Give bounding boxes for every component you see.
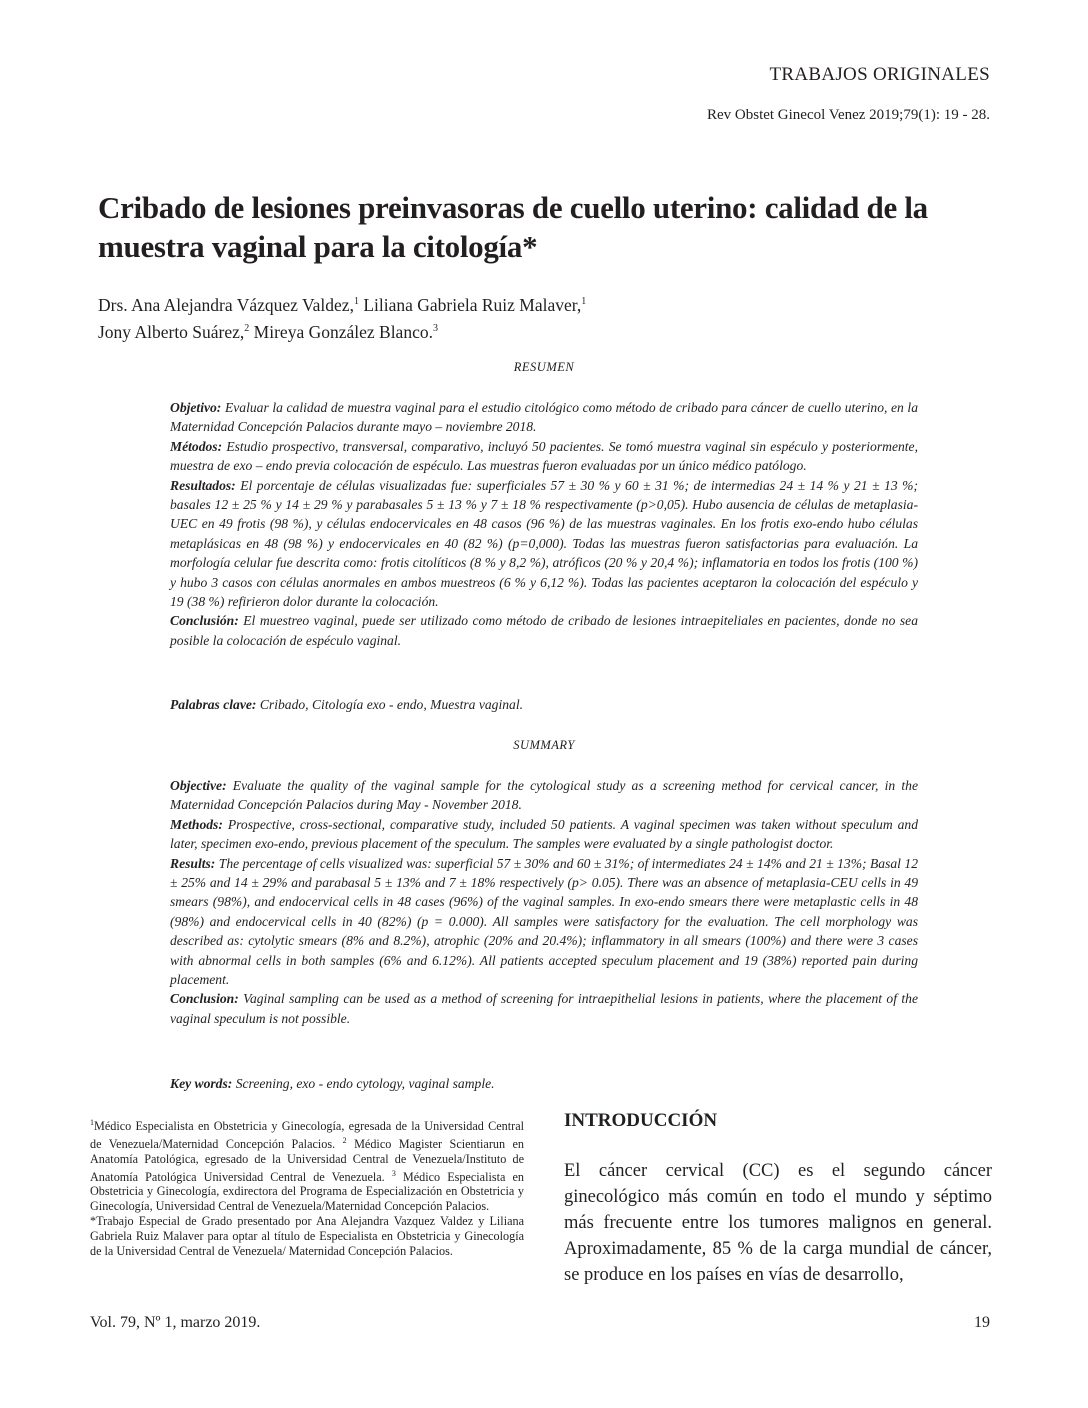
footnote-text: Médico Especialista en Obstetricia y Ginecología, egresada de la Universidad Central de Venezuela/Maternidad Concepción Palacios. [90, 1119, 524, 1151]
resumen-resultados [170, 476, 918, 612]
summary-methods [170, 815, 918, 854]
summary-conclusion-text: Vaginal sampling can be used as a method of screening for intraepithelial lesions in patients, where the placement of the vaginal speculum is not possible. [170, 991, 919, 1026]
palabras-clave-text: Cribado, Citología exo - endo, Muestra vaginal. [259, 697, 524, 712]
objetivo-text: Evaluar la calidad de muestra vaginal para el estudio citológico como método de cribado para cáncer de cuello uterino, en la Maternidad Concepción Palacios durante mayo – noviembre 2018. [170, 400, 919, 435]
footnote-mark: 3 [391, 1168, 396, 1178]
author-name: Liliana Gabriela Ruiz Malaver, [363, 294, 582, 315]
results-text: The percentage of cells visualized was: superficial 57 ± 30% and 60 ± 31%; of intermediates 24 ± 14% and 21 ± 13%; Basal 12 ± 25% and 14 ± 29% and parabasal 5 ± 13% and 7 ± 18% respectively (p> 0.05). There was an absence of metaplasia-CEU cells in 49 smears (98%), and endocervical cells in 48 cases (96%) of the vaginal samples. In exo-endo smears there were metaplastic cells in 48 (98%) and endocervical cells in 40 (82%) (p = 0.000). All samples were satisfactory for the evaluation. The cell morphology was described as: cytolytic smears (8% and 8.2%), atrophic (20% and 20.4%); inflammatory in all smears (100%) and there were 3 cases with abnormal cells in both samples (6% and 6.12%). All patients accepted speculum placement and 19 (38%) reported pain during placement. [170, 855, 918, 988]
introduction-heading: INTRODUCCIÓN [564, 1110, 718, 1131]
introduction-text: El cáncer cervical (CC) es el segundo cáncer ginecológico más común en todo el mundo y séptimo más frecuente entre los tumores malignos en general. Aproximadamente, 85 % de la carga mundial de cáncer, se produce en los países en vías de desarrollo, [564, 1161, 992, 1285]
key-words [170, 1074, 918, 1093]
author-prefix: Drs. [98, 294, 128, 315]
resumen-objetivo [170, 398, 918, 437]
page-number: 19 [974, 1314, 990, 1331]
methods-text: Prospective, cross-sectional, comparative study, included 50 patients. A vaginal specimen was taken without speculum and later, specimen exo-endo, previous placement of the speculum. The samples were evaluated by a single pathologist doctor. [170, 816, 918, 852]
affiliation-footnotes [90, 1116, 524, 1258]
author-name: Ana Alejandra Vázquez Valdez, [131, 294, 354, 315]
footnote-thesis-note: *Trabajo Especial de Grado presentado por Ana Alejandra Vazquez Valdez y Liliana Gabriela Ruiz Malaver para optar al título de Especialista en Obstetricia y Ginecología de la Universidad Central de Venezuela/ Maternidad Concepción Palacios. [90, 1213, 524, 1258]
summary-abstract [170, 776, 918, 1028]
resumen-abstract [170, 398, 918, 650]
methods-label: Methods: [170, 816, 223, 832]
summary-conclusion-label: Conclusion: [170, 991, 239, 1007]
author-affiliation-mark: 1 [581, 296, 587, 307]
key-words-text: Screening, exo - endo cytology, vaginal sample. [235, 1076, 495, 1091]
author-list [98, 290, 988, 344]
footer-volume: Vol. 79, Nº 1, marzo 2019. [90, 1314, 261, 1331]
summary-objective [170, 776, 918, 815]
summary-conclusion [170, 989, 918, 1028]
metodos-label: Métodos: [170, 438, 223, 454]
key-words-label: Key words: [170, 1076, 233, 1091]
resumen-heading: RESUMEN [513, 360, 575, 374]
footnote-mark: 2 [342, 1135, 347, 1145]
footnote-affiliations [90, 1116, 524, 1214]
author-name: Mireya González Blanco. [253, 321, 433, 342]
section-label: TRABAJOS ORIGINALES [769, 64, 990, 85]
journal-citation: Rev Obstet Ginecol Venez 2019;79(1): 19 - 28. [706, 107, 990, 123]
palabras-clave [170, 695, 918, 714]
palabras-clave-label: Palabras clave: [170, 697, 257, 712]
objective-label: Objective: [170, 778, 227, 793]
author-affiliation-mark: 1 [353, 296, 359, 307]
resumen-conclusion [170, 611, 918, 650]
metodos-text: Estudio prospectivo, transversal, comparativo, incluyó 50 pacientes. Se tomó muestra vaginal sin espéculo y posteriormente, muestra de exo – endo previa colocación de espéculo. Las muestras fueron evaluadas por un único médico patólogo. [170, 438, 918, 474]
footnote-mark: 1 [90, 1118, 94, 1127]
summary-results [170, 854, 918, 990]
article-title: Cribado de lesiones preinvasoras de cuello uterino: calidad de la muestra vaginal para la citología* [98, 190, 928, 264]
objetivo-label: Objetivo: [170, 400, 222, 415]
objective-text: Evaluate the quality of the vaginal sample for the cytological study as a screening method for cervical cancer, in the Maternidad Concepción Palacios during May - November 2018. [170, 778, 918, 813]
resultados-label: Resultados: [170, 477, 236, 493]
footnote-text: Médico Especialista en Obstetricia y Ginecología, exdirectora del Programa de Especialización en Obstetricia y Ginecología, Universidad Central de Venezuela/Maternidad Concepción Palacios. [90, 1169, 524, 1214]
results-label: Results: [170, 855, 216, 871]
author-affiliation-mark: 3 [432, 322, 438, 334]
resumen-metodos [170, 437, 918, 476]
summary-heading: SUMMARY [513, 738, 575, 752]
conclusion-text: El muestreo vaginal, puede ser utilizado como método de cribado de lesiones intraepiteliales en pacientes, donde no sea posible la colocación de espéculo vaginal. [170, 613, 918, 648]
author-affiliation-mark: 2 [244, 322, 250, 334]
footnote-text: Médico Magister Scientiarun en Anatomía Patológica, egresado de la Universidad Central de Venezuela/Instituto de Anatomía Patológica Universidad Central de Venezuela. [90, 1136, 525, 1184]
author-name: Jony Alberto Suárez, [98, 321, 245, 342]
resultados-text: El porcentaje de células visualizadas fue: superficiales 57 ± 30 % y 60 ± 31 %; de intermedias 24 ± 14 % y 21 ± 13 %; basales 12 ± 25 % y 14 ± 29 % y parabasales 5 ± 13 % y 7 ± 18 % respectivamente (p>0,05). Hubo ausencia de células de metaplasia-UEC en 49 frotis (98 %), y células endocervicales en 48 casos (96 %) de las muestras vaginales. En los frotis exo-endo hubo células metaplásicas en 48 (98 %) y endocervicales en 40 (82 %) (p=0,000). Todas las muestras fueron satisfactorias para evaluación. La morfología celular fue descrita como: frotis citolíticos (8 % y 8,2 %), atróficos (20 % y 20,4 %); inflamatoria en todos los frotis (100 %) y hubo 3 casos con células anormales en ambos muestreos (6 % y 6,12 %). Todas las pacientes aceptaron la colocación del espéculo y 19 (38 %) refirieron dolor durante la colocación. [170, 477, 918, 610]
conclusion-label: Conclusión: [170, 613, 239, 629]
